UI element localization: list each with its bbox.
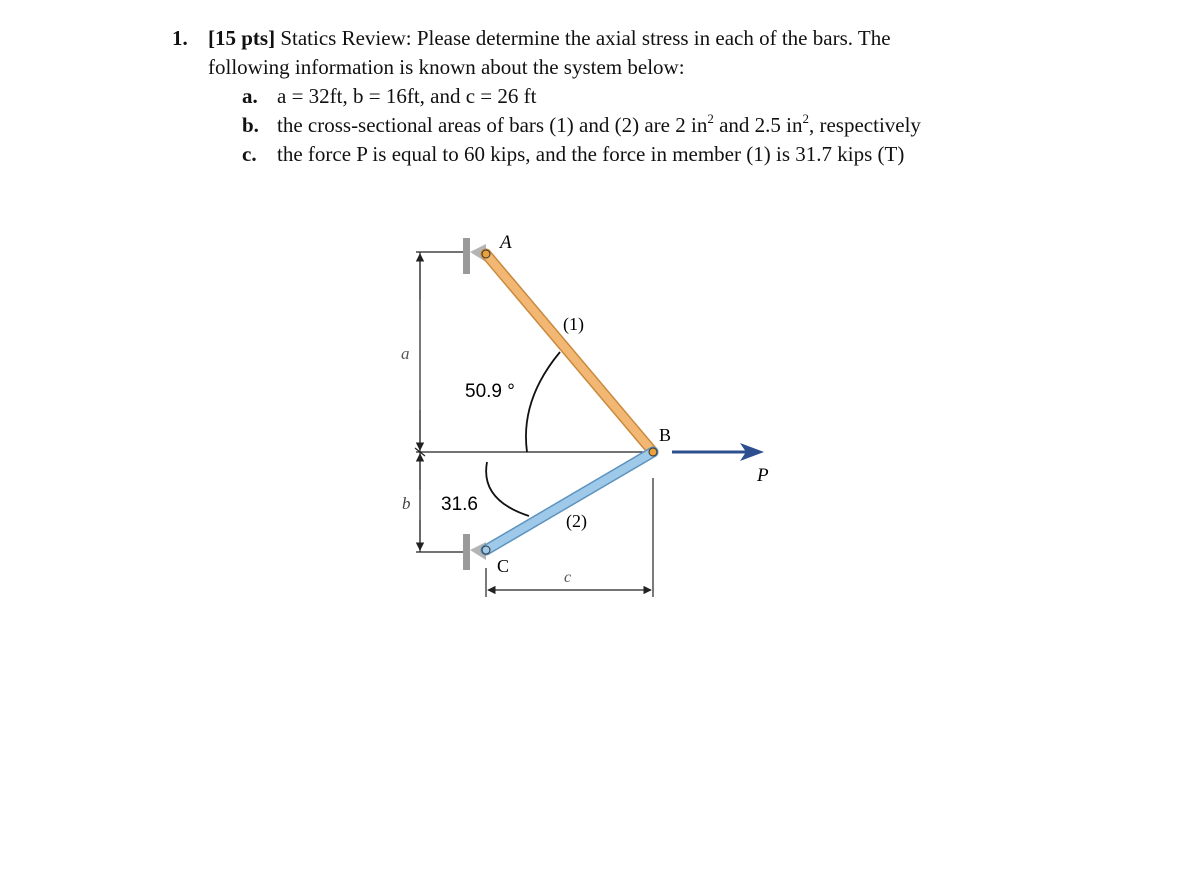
label-bar-2: (2) — [566, 511, 587, 531]
label-dim-a: a — [401, 344, 410, 363]
given-letter: a. — [242, 84, 258, 108]
angle-arc-1 — [526, 352, 560, 452]
pin-c — [482, 546, 490, 554]
given-letter: b. — [242, 113, 259, 137]
question-number: 1. — [172, 26, 188, 50]
given-text: a = 32ft, b = 16ft, and c = 26 ft — [277, 84, 537, 108]
angle-label-2: 31.6 — [441, 494, 478, 515]
force-p-arrow — [672, 443, 764, 461]
label-c-point: C — [497, 556, 510, 576]
label-force-p: P — [757, 465, 769, 486]
label-b-point: B — [659, 425, 672, 445]
given-text-before: the cross-sectional areas of bars (1) and (2) are 2 in — [277, 113, 708, 137]
pin-a — [482, 250, 490, 258]
given-text-after: , respectively — [808, 113, 921, 137]
given-text: the force P is equal to 60 kips, and the force in member (1) is 31.7 kips (T) — [277, 142, 905, 166]
superscript-2: 2 — [707, 111, 714, 126]
given-text-middle: and 2.5 in — [713, 113, 803, 137]
superscript-2: 2 — [802, 111, 809, 126]
bar-1-fill — [486, 254, 653, 452]
label-dim-b: b — [402, 494, 411, 513]
label-dim-c: c — [564, 569, 572, 586]
question-points: [15 pts] — [208, 26, 276, 50]
question-text-line2: following information is known about the system below: — [208, 55, 685, 79]
bar-2-fill — [486, 452, 653, 550]
given-letter: c. — [242, 142, 257, 166]
label-bar-1: (1) — [563, 314, 584, 334]
pin-b — [649, 448, 657, 456]
angle-label-1: 50.9 ° — [465, 381, 515, 402]
angle-arc-2 — [486, 462, 529, 516]
question-text-line1: Statics Review: Please determine the axial stress in each of the bars. The — [280, 26, 891, 50]
label-a-point: A — [500, 232, 512, 253]
